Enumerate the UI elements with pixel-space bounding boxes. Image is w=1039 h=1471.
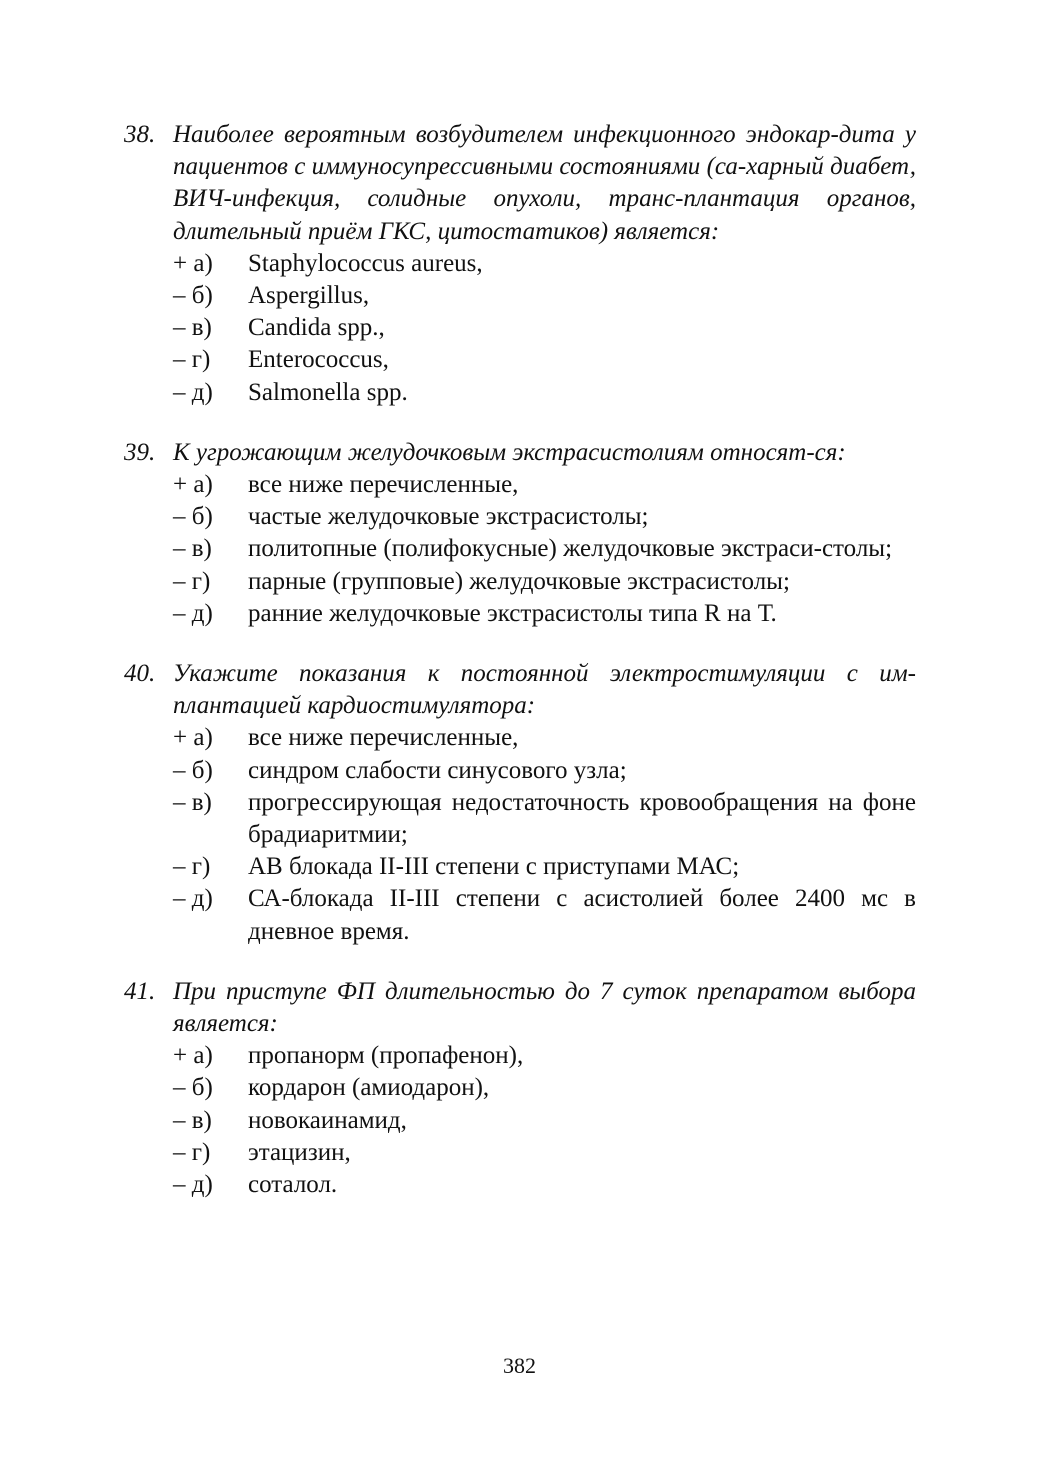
answer-text: Staphylococcus aureus, — [248, 249, 483, 277]
answer-text: этацизин, — [248, 1138, 351, 1166]
answer-option — [173, 566, 916, 598]
question-38 — [124, 119, 916, 409]
answer-text: все ниже перечисленные, — [248, 724, 519, 752]
answer-marker: – б) — [173, 756, 213, 784]
answer-text: парные (групповые) желудочковые экстрасистолы; — [248, 567, 790, 595]
answer-marker: – б) — [173, 503, 213, 531]
question-header — [124, 119, 916, 248]
answer-option — [173, 344, 916, 376]
answer-option — [173, 312, 916, 344]
answer-marker: – г) — [173, 346, 211, 374]
answer-option — [173, 1072, 916, 1104]
answer-option — [173, 851, 916, 883]
answer-text: политопные (полифокусные) желудочковые экстраси-столы; — [248, 535, 893, 563]
answer-option — [173, 501, 916, 533]
answer-marker: – б) — [173, 282, 213, 310]
answer-option — [173, 469, 916, 501]
answer-option — [173, 377, 916, 409]
question-number: 41. — [124, 977, 156, 1005]
page-number: 382 — [503, 1353, 536, 1378]
answer-text: ранние желудочковые экстрасистолы типа R на Т. — [248, 599, 777, 627]
answer-option — [173, 722, 916, 754]
question-header — [124, 437, 916, 469]
answer-option — [173, 883, 916, 947]
answer-text: все ниже перечисленные, — [248, 471, 519, 499]
answer-option — [173, 598, 916, 630]
answer-text: синдром слабости синусового узла; — [248, 756, 627, 784]
answer-options — [173, 1040, 916, 1201]
answer-marker: – д) — [173, 1171, 213, 1199]
question-41 — [124, 976, 916, 1201]
question-40 — [124, 658, 916, 948]
answer-options — [173, 722, 916, 947]
answer-text: СА-блокада II-III степени с асистолией более 2400 мс в дневное время. — [248, 885, 916, 945]
question-text: Укажите показания к постоянной электростимуляции с им-плантацией кардиостимулятора: — [173, 660, 916, 720]
question-header — [124, 658, 916, 722]
answer-marker: – в) — [173, 1106, 212, 1134]
answer-option — [173, 533, 916, 565]
answer-text: прогрессирующая недостаточность кровообращения на фоне брадиаритмии; — [248, 788, 916, 849]
answer-marker: + а) — [173, 1042, 213, 1070]
answer-marker: – д) — [173, 885, 213, 913]
answer-option — [173, 248, 916, 280]
answer-marker: – в) — [173, 314, 212, 342]
answer-options — [173, 469, 916, 630]
answer-marker: + а) — [173, 249, 213, 277]
answer-marker: – д) — [173, 599, 213, 627]
answer-marker: – д) — [173, 378, 213, 406]
question-number: 38. — [124, 121, 156, 148]
answer-options — [173, 248, 916, 409]
answer-text: Salmonella spp. — [248, 378, 408, 406]
answer-marker: – в) — [173, 535, 212, 563]
answer-text: Candida spp., — [248, 314, 385, 342]
answer-option — [173, 1169, 916, 1201]
answer-option — [173, 787, 916, 851]
question-number: 40. — [124, 660, 156, 688]
question-text: К угрожающим желудочковым экстрасистолиям относят-ся: — [173, 438, 846, 466]
answer-option — [173, 1040, 916, 1072]
answer-text: новокаинамид, — [248, 1106, 407, 1134]
answer-option — [173, 1105, 916, 1137]
page-content — [124, 119, 916, 1229]
answer-text: кордарон (амиодарон), — [248, 1074, 490, 1102]
answer-text: соталол. — [248, 1171, 338, 1199]
question-header — [124, 976, 916, 1040]
answer-option — [173, 755, 916, 787]
answer-marker: + а) — [173, 724, 213, 752]
answer-text: Enterococcus, — [248, 346, 389, 374]
question-text: Наиболее вероятным возбудителем инфекционного эндокар-дита у пациентов с иммуносупрессивными состояниями (са-харный диабет, ВИЧ-инфекция, солидные опухоли, транс-плантация органов, длительный приём ГКС, цитостатиков) является: — [173, 121, 916, 245]
answer-text: частые желудочковые экстрасистолы; — [248, 503, 649, 531]
answer-marker: – в) — [173, 788, 212, 816]
answer-text: АВ блокада II-III степени с приступами МАС; — [248, 853, 740, 881]
question-39 — [124, 437, 916, 630]
answer-marker: – г) — [173, 567, 211, 595]
answer-option — [173, 1137, 916, 1169]
answer-marker: + а) — [173, 471, 213, 499]
answer-text: пропанорм (пропафенон), — [248, 1042, 524, 1070]
answer-text: Aspergillus, — [248, 282, 370, 310]
answer-marker: – б) — [173, 1074, 213, 1102]
answer-marker: – г) — [173, 1138, 211, 1166]
answer-marker: – г) — [173, 853, 211, 881]
answer-option — [173, 280, 916, 312]
question-number: 39. — [124, 438, 156, 466]
question-text: При приступе ФП длительностью до 7 суток препаратом выбора является: — [173, 977, 916, 1038]
